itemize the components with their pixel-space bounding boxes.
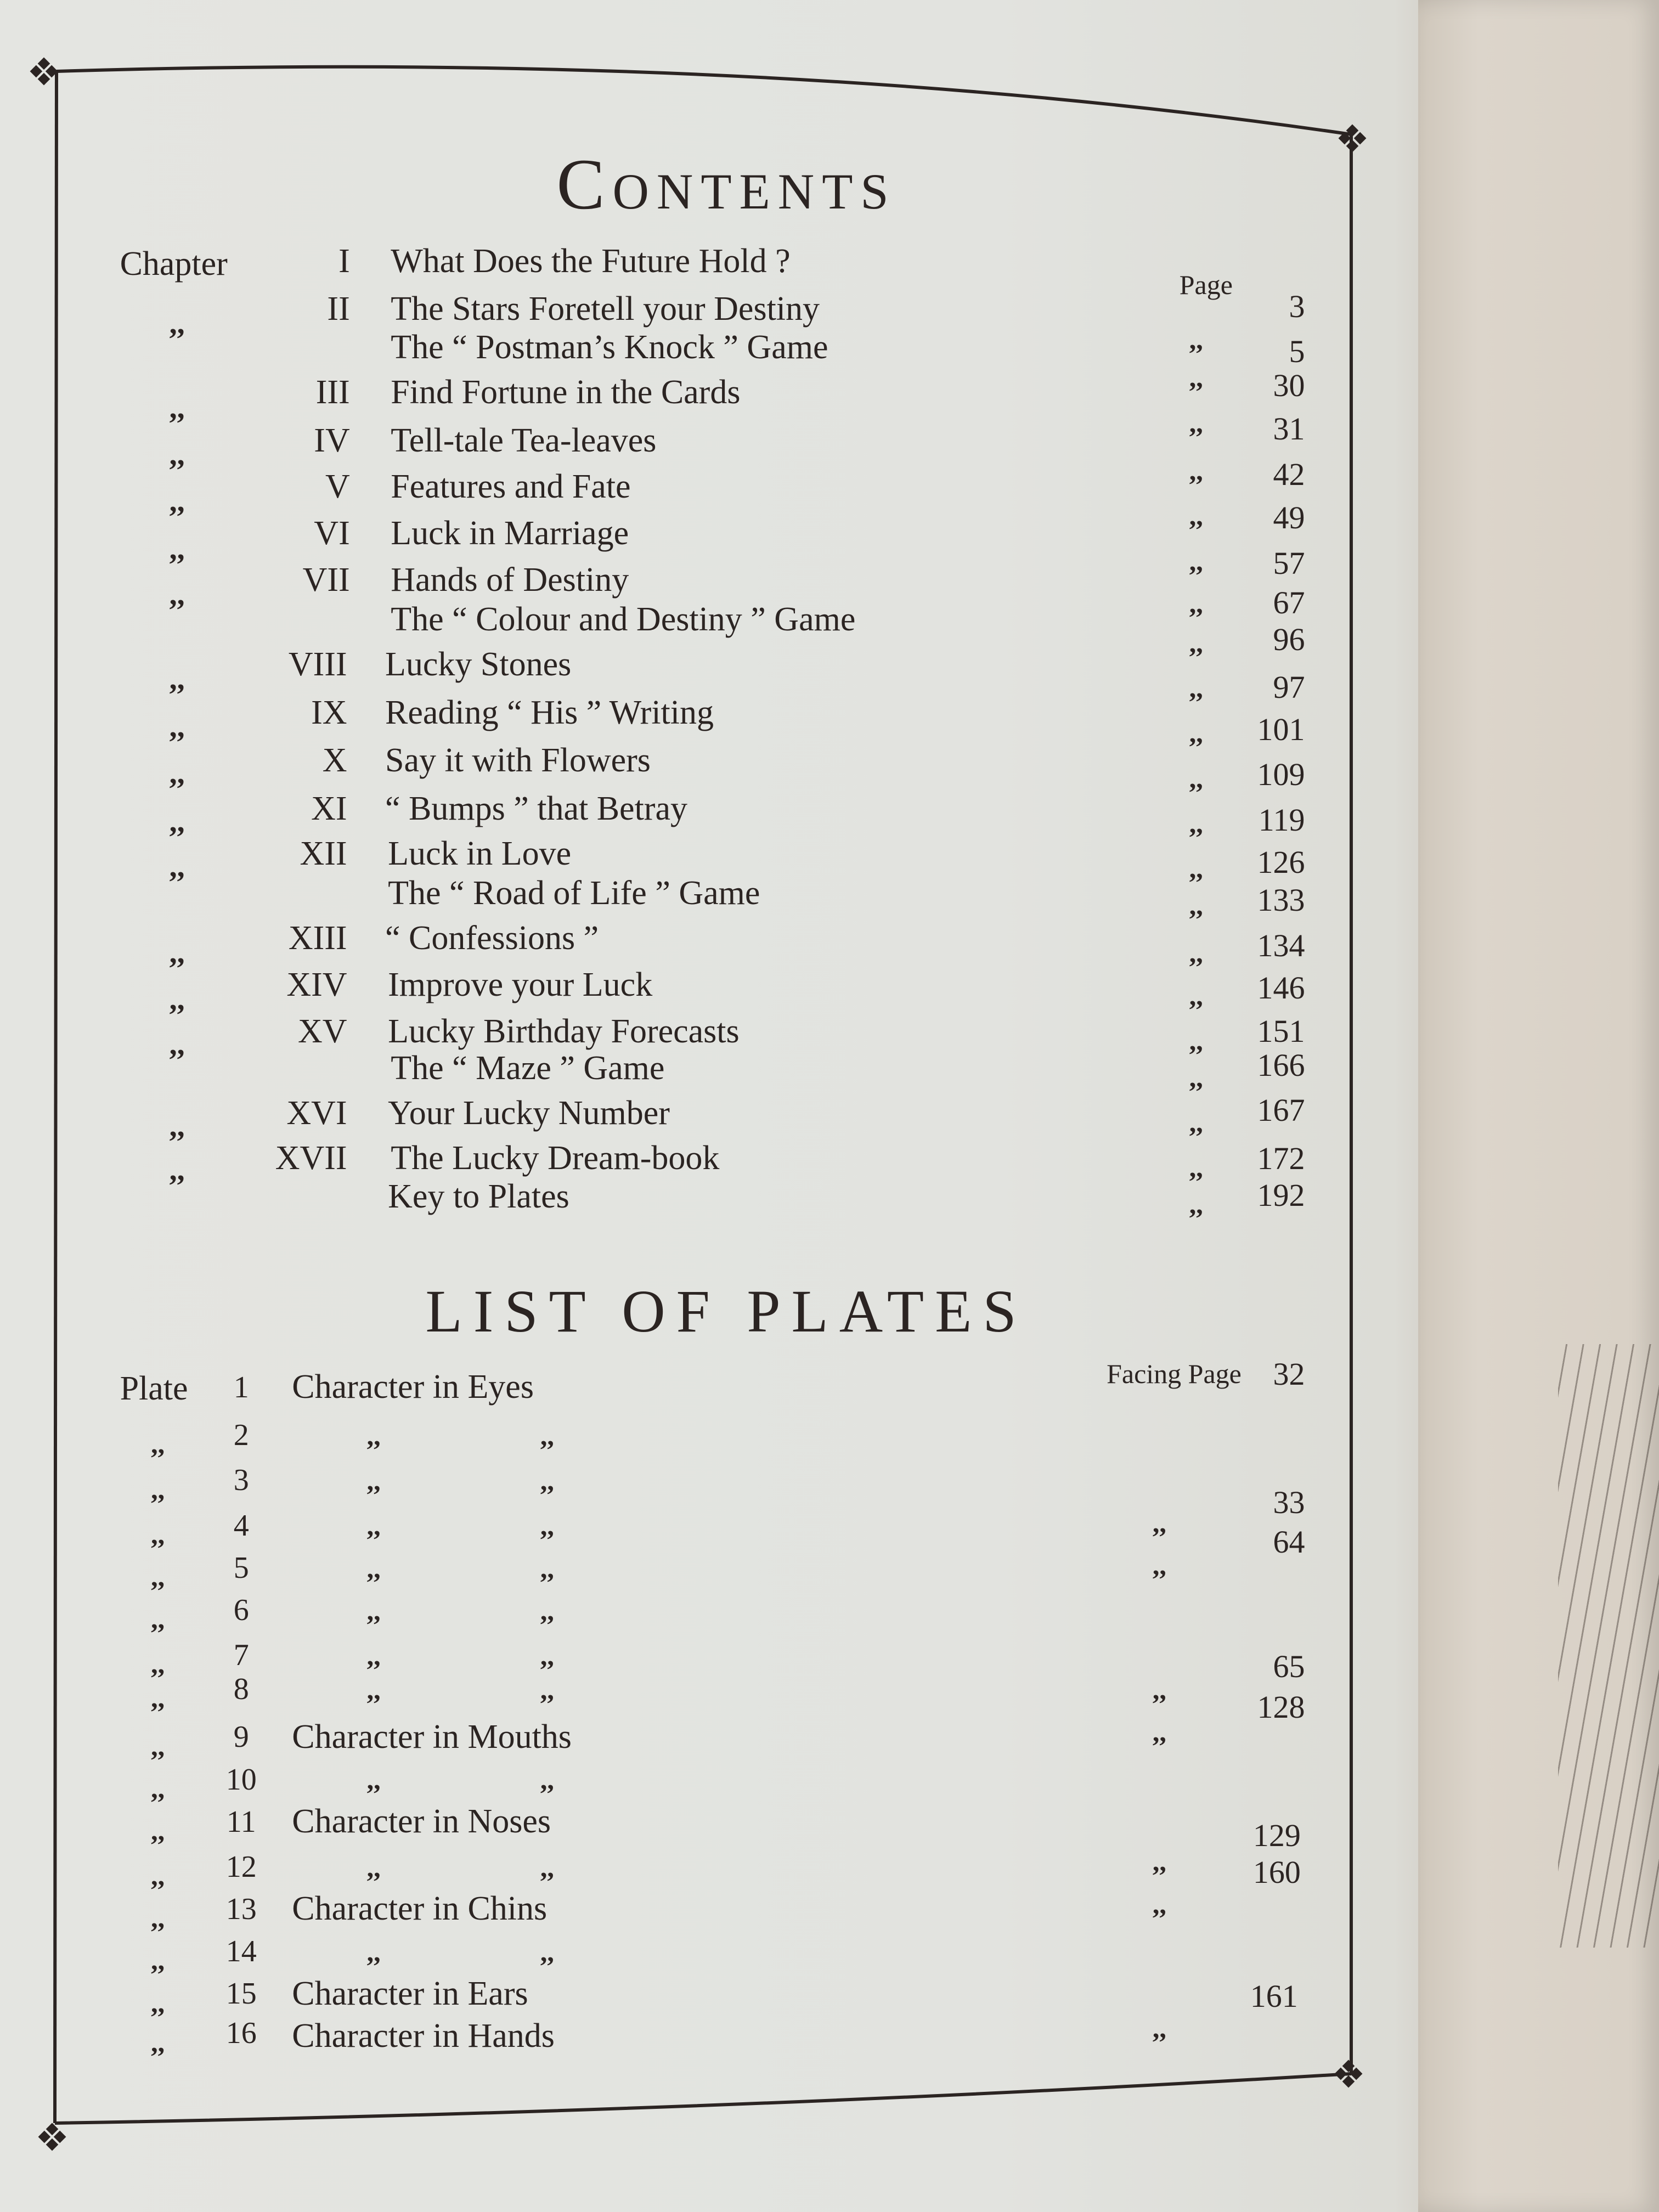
- facing-page-number: 128: [1257, 1689, 1305, 1725]
- facing-page-number: 64: [1273, 1524, 1305, 1560]
- chapter-title: Lucky Stones: [385, 646, 572, 684]
- page-number: 67: [1273, 584, 1305, 620]
- page-number: 172: [1257, 1140, 1305, 1176]
- plate-number: 10: [225, 1762, 257, 1797]
- plate-number: 7: [233, 1638, 249, 1673]
- ditto-mark: ,,: [1189, 938, 1203, 969]
- chapter-number: XVII: [275, 1139, 347, 1177]
- chapter-title: The “ Maze ” Game: [391, 1049, 665, 1087]
- page-number: 167: [1257, 1092, 1305, 1128]
- ditto-mark: ,,: [169, 484, 185, 518]
- ditto-mark: ,,: [1189, 1062, 1203, 1093]
- plate-label: Plate: [120, 1369, 188, 1407]
- page-number: 57: [1273, 545, 1305, 581]
- ditto-mark: ,,: [151, 1519, 165, 1550]
- ditto-mark: ,,: [169, 935, 185, 970]
- chapter-number: XIII: [288, 919, 347, 957]
- page-number: 5: [1289, 334, 1305, 370]
- page-number: 109: [1257, 757, 1305, 793]
- chapter-number: XV: [298, 1012, 347, 1050]
- facing-page-number: 161: [1250, 1978, 1298, 2015]
- border-left: [55, 71, 57, 2123]
- chapter-title: “ Bumps ” that Betray: [385, 789, 687, 827]
- facing-page-number: 160: [1252, 1854, 1301, 1890]
- chapter-title: Features and Fate: [391, 468, 631, 506]
- corner-ornament-icon: [30, 58, 58, 86]
- ditto-mark: ,,: [366, 1420, 381, 1451]
- ditto-mark: ,,: [169, 982, 185, 1017]
- plate-number: 12: [225, 1849, 257, 1884]
- chapter-number: II: [327, 290, 350, 328]
- ditto-mark: ,,: [366, 1936, 381, 1967]
- plate-number: 5: [233, 1550, 249, 1585]
- chapter-title: Luck in Love: [388, 834, 572, 872]
- ditto-mark: ,,: [366, 1640, 381, 1671]
- ditto-mark: ,,: [151, 1987, 165, 2018]
- chapter-title: The “ Colour and Destiny ” Game: [391, 601, 856, 639]
- ditto-mark: ,,: [1189, 672, 1203, 703]
- contents-heading: Contents: [556, 144, 896, 224]
- chapter-number: XII: [300, 834, 347, 872]
- chapter-number: IV: [314, 421, 350, 459]
- ditto-mark: ,,: [151, 1815, 165, 1846]
- ditto-mark: ,,: [151, 1474, 165, 1505]
- ditto-mark: ,,: [1152, 1674, 1166, 1705]
- chapter-title: Reading “ His ” Writing: [385, 693, 714, 731]
- plate-title: Character in Ears: [292, 1974, 528, 2012]
- border-bottom: [55, 2074, 1351, 2123]
- facing-page-number: 32: [1273, 1356, 1305, 1392]
- chapter-number: XI: [311, 789, 347, 827]
- chapter-title: Lucky Birthday Forecasts: [388, 1012, 740, 1050]
- border-top: [57, 67, 1351, 134]
- ditto-mark: ,,: [366, 1510, 381, 1542]
- ditto-mark: ,,: [169, 757, 185, 791]
- plate-number: 14: [225, 1934, 257, 1969]
- chapter-title: Luck in Marriage: [391, 515, 629, 552]
- ditto-mark: ,,: [540, 1510, 554, 1542]
- ditto-mark: ,,: [366, 1553, 381, 1584]
- ditto-mark: ,,: [366, 1674, 381, 1705]
- ditto-mark: ,,: [1152, 1846, 1166, 1877]
- ditto-mark: ,,: [169, 1027, 185, 1062]
- ditto-mark: ,,: [1189, 362, 1203, 393]
- ditto-mark: ,,: [1189, 808, 1203, 839]
- ditto-mark: ,,: [1189, 627, 1203, 658]
- page-number: 49: [1273, 500, 1305, 536]
- chapter-number: XVI: [286, 1094, 347, 1132]
- plate-number: 4: [233, 1508, 249, 1543]
- chapter-title: Your Lucky Number: [388, 1094, 670, 1132]
- page-number: 134: [1257, 927, 1305, 963]
- ditto-mark: ,,: [1152, 2012, 1166, 2044]
- plate-number: 2: [233, 1418, 249, 1453]
- chapter-number: V: [325, 468, 350, 506]
- plate-title: Character in Chins: [292, 1890, 548, 1928]
- ditto-mark: ,,: [169, 710, 185, 744]
- chapter-title: Improve your Luck: [388, 966, 653, 1004]
- ditto-mark: ,,: [1189, 763, 1203, 794]
- ditto-mark: ,,: [151, 1860, 165, 1892]
- page-number: 119: [1258, 802, 1305, 838]
- ditto-mark: ,,: [169, 804, 185, 839]
- chapter-title: Key to Plates: [388, 1177, 569, 1215]
- ditto-mark: ,,: [169, 306, 185, 341]
- list-of-plates-heading: LIST OF PLATES: [425, 1278, 1028, 1345]
- ditto-mark: ,,: [169, 1109, 185, 1143]
- ditto-mark: ,,: [366, 1595, 381, 1626]
- chapter-number: VII: [302, 561, 350, 599]
- ditto-mark: ,,: [1189, 407, 1203, 438]
- page-number: 96: [1273, 621, 1305, 657]
- ditto-mark: ,,: [151, 2027, 165, 2058]
- ditto-mark: ,,: [366, 1465, 381, 1497]
- ditto-mark: ,,: [1152, 1716, 1166, 1747]
- plate-number: 3: [233, 1463, 249, 1498]
- plate-title: Character in Eyes: [292, 1368, 534, 1406]
- ditto-mark: ,,: [1189, 718, 1203, 749]
- ditto-mark: ,,: [169, 391, 185, 426]
- chapter-title: Tell-tale Tea-leaves: [391, 421, 657, 459]
- facing-page-number: 129: [1252, 1818, 1301, 1854]
- plate-number: 1: [233, 1370, 249, 1404]
- ditto-mark: ,,: [169, 532, 185, 567]
- ditto-mark: ,,: [540, 1420, 554, 1451]
- ditto-mark: ,,: [1189, 1152, 1203, 1183]
- plate-title: Character in Hands: [292, 2017, 555, 2055]
- ditto-mark: ,,: [1189, 853, 1203, 884]
- chapter-number: III: [315, 374, 350, 411]
- chapter-title: Say it with Flowers: [385, 742, 651, 780]
- ditto-mark: ,,: [1189, 889, 1203, 921]
- ditto-mark: ,,: [1152, 1888, 1166, 1920]
- ditto-mark: ,,: [151, 1561, 165, 1592]
- page-number: 97: [1273, 669, 1305, 706]
- chapter-title: What Does the Future Hold ?: [391, 242, 791, 280]
- page-number: 126: [1257, 844, 1305, 880]
- ditto-mark: ,,: [1189, 1189, 1203, 1220]
- ditto-mark: ,,: [1152, 1550, 1166, 1581]
- ditto-mark: ,,: [169, 437, 185, 472]
- ditto-mark: ,,: [540, 1553, 554, 1584]
- chapter-number: IX: [311, 693, 347, 731]
- facing-page-label: Facing Page: [1107, 1358, 1242, 1389]
- plate-number: 15: [225, 1977, 257, 2011]
- ditto-mark: ,,: [1189, 455, 1203, 486]
- page-number: 30: [1273, 367, 1305, 403]
- ditto-mark: ,,: [151, 1429, 165, 1460]
- ditto-mark: ,,: [540, 1595, 554, 1626]
- ditto-mark: ,,: [1189, 588, 1203, 619]
- chapter-number: X: [322, 742, 347, 780]
- plate-number: 9: [233, 1720, 249, 1754]
- ditto-mark: ,,: [169, 577, 185, 612]
- chapter-title: The Lucky Dream-book: [391, 1139, 720, 1177]
- ditto-mark: ,,: [169, 849, 185, 884]
- plate-number: 8: [233, 1672, 249, 1706]
- chapter-title: Find Fortune in the Cards: [391, 374, 741, 411]
- page-column-label: Page: [1179, 269, 1233, 300]
- plate-number: 11: [226, 1804, 256, 1839]
- plate-title: Character in Noses: [292, 1802, 551, 1840]
- chapter-title: Hands of Destiny: [391, 561, 629, 599]
- page-number: 192: [1257, 1177, 1305, 1213]
- ditto-mark: ,,: [1189, 1025, 1203, 1056]
- ditto-mark: ,,: [151, 1604, 165, 1635]
- plate-number: 13: [225, 1892, 257, 1927]
- ditto-mark: ,,: [1152, 1508, 1166, 1539]
- plate-number: 16: [225, 2016, 257, 2051]
- ditto-mark: ,,: [1189, 545, 1203, 577]
- chapter-label: Chapter: [120, 245, 228, 283]
- corner-ornament-icon: [38, 2123, 66, 2151]
- chapter-number: VI: [314, 515, 350, 552]
- chapter-title: The Stars Foretell your Destiny: [391, 290, 820, 328]
- ditto-mark: ,,: [540, 1674, 554, 1705]
- page-number: 31: [1273, 411, 1305, 447]
- facing-page-number: 65: [1273, 1648, 1305, 1684]
- chapter-number: VIII: [288, 646, 347, 684]
- chapter-title: “ Confessions ”: [385, 919, 599, 957]
- ditto-mark: ,,: [151, 1649, 165, 1680]
- ditto-mark: ,,: [1189, 324, 1203, 355]
- chapter-number: I: [338, 242, 350, 280]
- ditto-mark: ,,: [540, 1852, 554, 1883]
- chapter-title: The “ Postman’s Knock ” Game: [391, 328, 828, 366]
- chapter-title: The “ Road of Life ” Game: [388, 874, 760, 912]
- chapter-number: XIV: [286, 966, 347, 1004]
- page-number: 3: [1289, 288, 1305, 324]
- ditto-mark: ,,: [151, 1773, 165, 1804]
- page-number: 151: [1257, 1013, 1305, 1049]
- page-number: 166: [1257, 1047, 1305, 1084]
- ditto-mark: ,,: [151, 1945, 165, 1976]
- ditto-mark: ,,: [151, 1683, 165, 1714]
- page-number: 101: [1257, 712, 1305, 748]
- page-number: 42: [1273, 456, 1305, 492]
- page-number: 146: [1257, 969, 1305, 1006]
- ditto-mark: ,,: [366, 1852, 381, 1883]
- ditto-mark: ,,: [1189, 500, 1203, 532]
- plate-number: 6: [233, 1593, 249, 1627]
- ditto-mark: ,,: [540, 1640, 554, 1671]
- page-number: 133: [1257, 882, 1305, 918]
- ditto-mark: ,,: [540, 1465, 554, 1497]
- ditto-mark: ,,: [151, 1730, 165, 1762]
- ditto-mark: ,,: [169, 662, 185, 696]
- ditto-mark: ,,: [366, 1764, 381, 1796]
- ditto-mark: ,,: [540, 1764, 554, 1796]
- plate-title: Character in Mouths: [292, 1718, 572, 1756]
- ditto-mark: ,,: [1189, 980, 1203, 1011]
- ditto-mark: ,,: [540, 1936, 554, 1967]
- ditto-mark: ,,: [169, 1153, 185, 1187]
- ditto-mark: ,,: [1189, 1107, 1203, 1138]
- facing-page-number: 33: [1273, 1485, 1305, 1521]
- ditto-mark: ,,: [151, 1903, 165, 1934]
